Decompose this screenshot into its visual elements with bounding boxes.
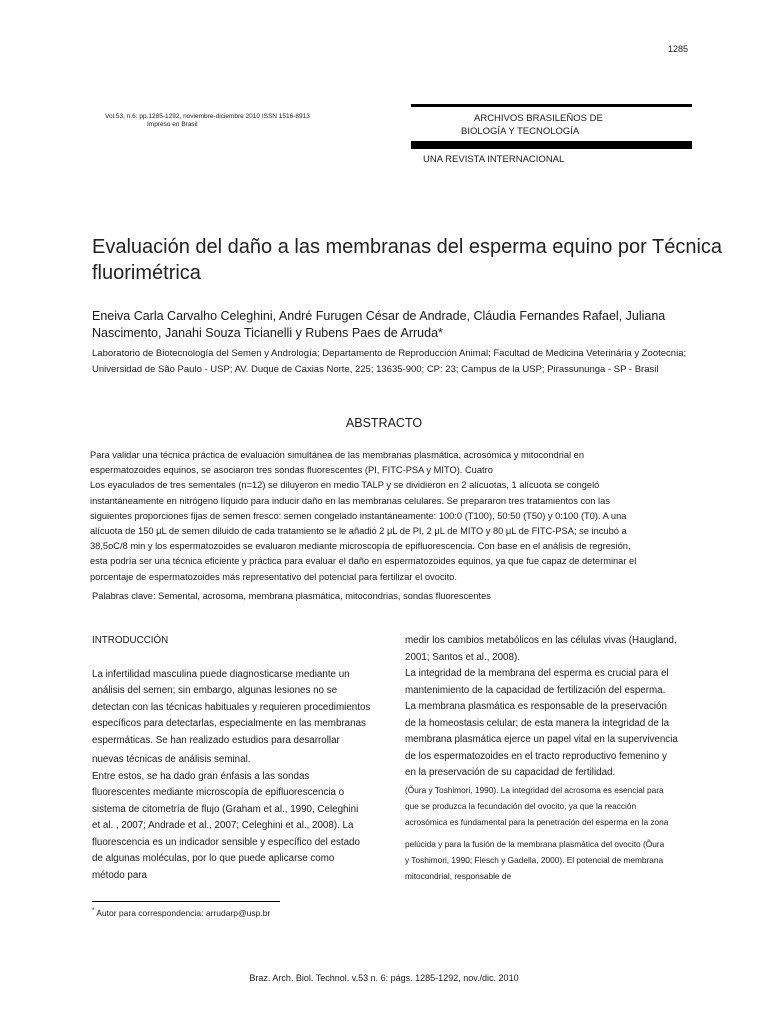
body-small-line: que se produzca la fecundación del ovocito, ya que la reacción <box>405 800 637 811</box>
abstract-line: 38,5oC/8 min y los espermatozoides se evaluaron mediante microscopía de epifluorescencia. Con base en el análisis de regresión, <box>90 541 631 552</box>
masthead-band <box>411 141 692 149</box>
body-small-line: y Toshimori, 1990; Flesch y Gadella, 2000). El potencial de membrana <box>405 854 664 865</box>
journal-name-line1: ARCHIVOS BRASILEÑOS DE <box>474 113 603 124</box>
body-line: análisis del semen; sin embargo, algunas lesiones no se <box>92 685 338 696</box>
abstract-line: siguientes proporciones fijas de semen fresco: semen congelado instantáneamente: 100:0 (T100), 50:50 (T50) y 0:100 (T0). A una <box>90 510 627 521</box>
body-line: sistema de citometría de flujo (Graham et al., 1990, Celeghini <box>92 803 359 815</box>
abstract-line: Para validar una técnica práctica de evaluación simultánea de las membranas plasmática, acrosómica y mitocondrial en <box>90 450 585 460</box>
body-line: detectan con las técnicas habituales y requieren procedimientos <box>92 701 371 713</box>
body-line: específicos para detectarlas, especialmente en las membranas <box>92 718 366 729</box>
abstract-line: instantáneamente en nitrógeno líquido para inducir daño en las membranas celulares. Se prepararon tres tratamientos con las <box>90 495 610 506</box>
right-column <box>405 633 723 884</box>
article-title: Evaluación del daño a las membranas del esperma equino por Técnica fluorimétrica <box>92 236 723 284</box>
body-line: mantenimiento de la capacidad de fertilización del esperma. <box>405 684 666 696</box>
abstract-body <box>90 448 710 585</box>
abstract-line: esta podría ser una técnica eficiente y práctica para evaluar el daño en espermatozoides equinos, ya que fue capaz de determinar el <box>90 556 637 567</box>
citation-printed: Impreso en Brasil <box>147 121 198 128</box>
body-line: La membrana plasmática es responsable de la preservación <box>405 701 667 712</box>
body-small-line: (Õura y Toshimori, 1990). La integridad del acrosoma es esencial para <box>405 784 664 795</box>
left-column <box>92 633 382 884</box>
body-small-line: acrosómica es fundamental para la penetración del esperma en la zona <box>405 816 669 827</box>
footnote-text: Autor para correspondencia: arrudarp@usp.br <box>96 908 271 918</box>
journal-masthead <box>411 104 692 167</box>
abstract-line: Los eyaculados de tres sementales (n=12) se diluyeron en medio TALP y se dividieron en 2 alícuotas, 1 alícuota se congeló <box>90 480 600 491</box>
masthead-top-rule <box>411 104 692 107</box>
footnote-mark: * <box>92 908 95 915</box>
body-line: fluorescencia es un indicador sensible y específico del estado <box>92 836 360 848</box>
body-line: La integridad de la membrana del esperma es crucial para el <box>405 668 669 679</box>
body-line: de los espermatozoides en el tracto reproductivo femenino y <box>405 750 667 762</box>
body-line: nuevas técnicas de análisis seminal. <box>92 754 251 765</box>
footnote <box>92 908 270 918</box>
intro-heading: INTRODUCCIÓN <box>92 635 169 646</box>
journal-name-line2: BIOLOGÍA Y TECNOLOGÍA <box>461 126 580 137</box>
body-line: et al. , 2007; Andrade et al., 2007; Celeghini et al., 2008). La <box>92 820 354 831</box>
body-small-block <box>405 782 723 884</box>
body-line: La infertilidad masculina puede diagnosticarse mediante un <box>92 668 350 680</box>
body-line: fluorescentes mediante microscopía de epifluorescencia o <box>92 787 345 798</box>
body-line: medir los cambios metabólicos en las células vivas (Haugland, <box>405 635 677 646</box>
abstract-line: porcentaje de espermatozoides más representativo del potencial para fertilizar el ovocito. <box>90 571 457 582</box>
body-line: en la preservación de su capacidad de fertilidad. <box>405 767 616 778</box>
abstract-heading: ABSTRACTO <box>345 416 423 430</box>
body-line: de algunas moléculas, por lo que puede aplicarse como <box>92 853 335 864</box>
body-line: espermáticas. Se han realizado estudios para desarrollar <box>92 734 340 746</box>
page-number: 1285 <box>667 44 688 54</box>
body-line: 2001; Santos et al., 2008). <box>405 651 520 663</box>
citation-volume: Vol.53, n.6: pp.1285-1292, noviembre-diciembre 2010 ISSN 1516-8913 <box>105 113 310 120</box>
keywords: Palabras clave: Semental, acrosoma, membrana plasmática, mitocondrias, sondas fluorescentes <box>92 591 491 601</box>
page-footer: Braz. Arch. Biol. Technol. v.53 n. 6: págs. 1285-1292, nov./dic. 2010 <box>249 973 519 983</box>
author-list: Eneiva Carla Carvalho Celeghini, André Furugen César de Andrade, Cláudia Fernandes Rafael, Juliana Nascimento, Janahi Souza Ticianelli y Rubens Paes de Arruda* <box>92 309 666 340</box>
body-line: membrana plasmática ejerce un papel vital en la supervivencia <box>405 734 678 745</box>
body-line: Entre estos, se ha dado gran énfasis a las sondas <box>92 770 310 782</box>
body-small-line: pelúcida y para la fusión de la membrana plasmática del ovocito (Õura <box>405 838 665 849</box>
body-line: de la homeostasis celular; de esta manera la integridad de la <box>405 717 670 729</box>
abstract-line: espermatozoides equinos, se asociaron tres sondas fluorescentes (PI, FITC-PSA y MITO). Cuatro <box>90 465 493 476</box>
affiliation: Laboratorio de Biotecnología del Semen y Andrología; Departamento de Reproducción Animal; Facultad de Medicina Veterinária y Zootecnia; Universidad de São Paulo - USP; AV. Duque de Caxias Norte, 225; 13635-900; CP: 23; Campus de la USP; Pirassununga - SP - Brasil <box>92 348 687 375</box>
journal-subtitle: UNA REVISTA INTERNACIONAL <box>411 154 564 165</box>
citation-block <box>105 113 310 129</box>
abstract-line: alícuota de 150 μL de semen diluido de cada tratamiento se le añadió 2 μL de PI, 2 μL de MITO y 80 μL de FITC-PSA; se incubó a <box>90 526 627 537</box>
footnote-rule <box>92 901 280 902</box>
body-line: método para <box>92 869 148 881</box>
body-small-line: mitocondrial, responsable de <box>405 870 512 881</box>
